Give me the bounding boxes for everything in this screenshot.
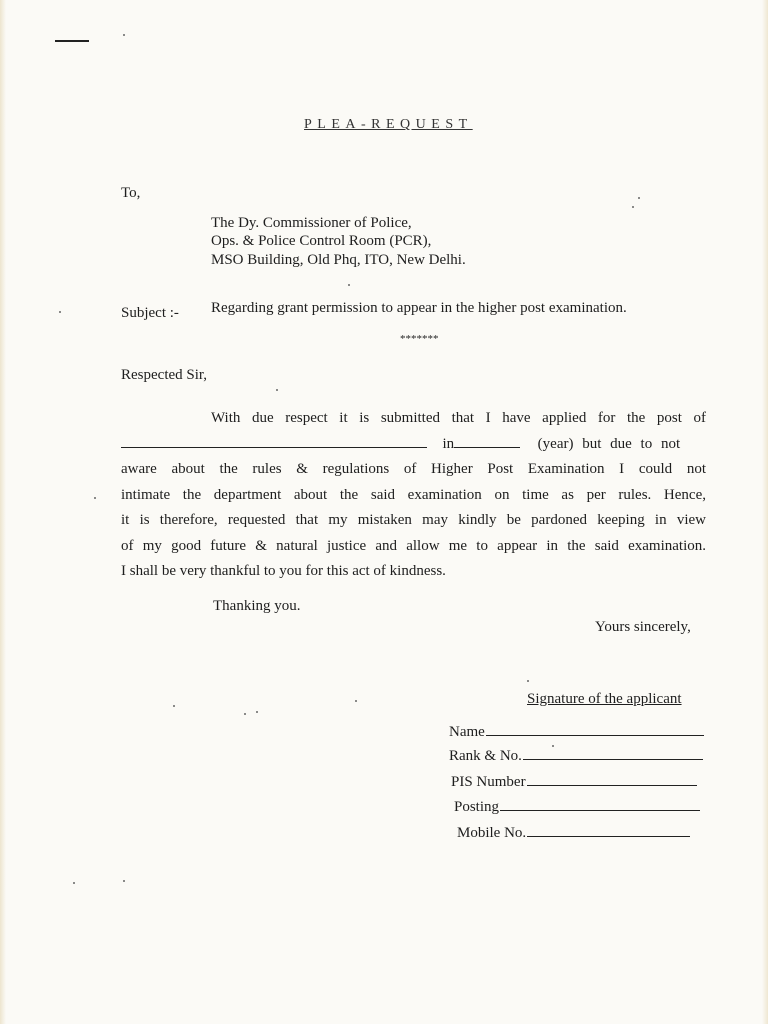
- body-paragraph: [121, 406, 706, 585]
- scan-speck: [632, 206, 634, 208]
- body-line-7: I shall be very thankful to you for this act of kindness.: [121, 563, 446, 579]
- subject-label: Subject :-: [121, 305, 179, 321]
- mobile-field[interactable]: [457, 824, 690, 842]
- closing-text: Yours sincerely,: [595, 619, 691, 635]
- subject-text: Regarding grant permission to appear in the higher post examination.: [211, 300, 627, 316]
- mobile-field-label: Mobile No.: [457, 825, 527, 841]
- scan-speck: [123, 880, 125, 882]
- scan-speck: [256, 711, 258, 713]
- pis-number-field[interactable]: [451, 773, 697, 791]
- margin-dash-mark: [55, 40, 89, 42]
- rank-field[interactable]: [449, 747, 703, 765]
- name-field-label: Name: [449, 724, 485, 740]
- posting-field-line: [500, 798, 700, 811]
- post-blank: [121, 433, 427, 448]
- scan-speck: [123, 34, 125, 36]
- body-line-2-rest: (year) but due to not: [537, 435, 681, 452]
- name-field-line: [486, 723, 704, 736]
- body-line-1: With due respect it is submitted that I have applied for the post of: [211, 410, 706, 426]
- body-line-4: intimate the department about the said examination on time as per rules. Hence,: [121, 486, 706, 503]
- scan-speck: [638, 197, 640, 199]
- rank-field-line: [523, 747, 703, 760]
- scan-speck: [59, 311, 61, 313]
- scan-speck: [348, 284, 350, 286]
- name-field[interactable]: [449, 723, 704, 741]
- scan-speck: [552, 745, 554, 747]
- year-blank: [454, 433, 520, 448]
- address-line-2: Ops. & Police Control Room (PCR),: [211, 233, 432, 249]
- signature-label: Signature of the applicant: [527, 691, 682, 707]
- pis-number-field-label: PIS Number: [451, 774, 526, 790]
- mobile-field-line: [527, 824, 690, 837]
- address-line-3: MSO Building, Old Phq, ITO, New Delhi.: [211, 252, 466, 268]
- body-line-6: of my good future & natural justice and allow me to appear in the said examination.: [121, 537, 706, 554]
- scan-speck: [355, 700, 357, 702]
- scan-speck: [244, 713, 246, 715]
- pis-number-field-line: [527, 773, 697, 786]
- address-line-1: The Dy. Commissioner of Police,: [211, 215, 412, 231]
- body-line-3: aware about the rules & regulations of Higher Post Examination I could not: [121, 461, 706, 477]
- body-in-word: in: [442, 435, 455, 452]
- posting-field-label: Posting: [454, 799, 500, 815]
- thanking-text: Thanking you.: [213, 598, 301, 614]
- posting-field[interactable]: [454, 798, 700, 816]
- scan-speck: [173, 705, 175, 707]
- separator-stars: *******: [400, 333, 439, 345]
- salutation: Respected Sir,: [121, 367, 208, 383]
- rank-field-label: Rank & No.: [449, 748, 522, 764]
- scan-speck: [276, 389, 278, 391]
- scan-speck: [94, 497, 96, 499]
- to-label: To,: [121, 185, 141, 201]
- document-title: PLEA-REQUEST: [304, 117, 473, 132]
- scan-speck: [527, 680, 529, 682]
- scan-speck: [73, 882, 75, 884]
- body-line-2: [121, 432, 706, 458]
- body-line-5: it is therefore, requested that my mistaken may kindly be pardoned keeping in view: [121, 512, 706, 528]
